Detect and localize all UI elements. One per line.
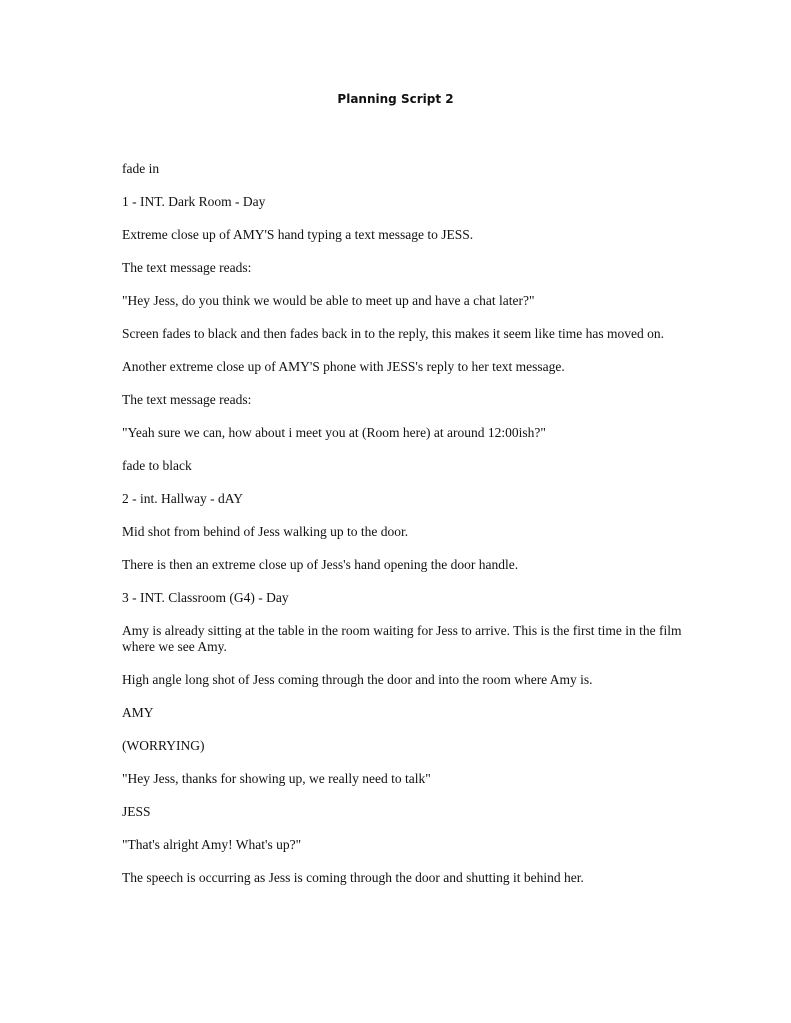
scene-heading-1: 1 - INT. Dark Room - Day xyxy=(122,194,266,209)
script-body xyxy=(122,161,682,903)
text-message-quote: "Yeah sure we can, how about i meet you at (Room here) at around 12:00ish?" xyxy=(122,425,546,440)
character-name: AMY xyxy=(122,705,154,720)
paragraph-fade-to-black: fade to black xyxy=(122,458,192,473)
paragraph-fade-in: fade in xyxy=(122,161,160,176)
dialogue: "Hey Jess, thanks for showing up, we really need to talk" xyxy=(122,771,431,786)
paragraph: Extreme close up of AMY'S hand typing a text message to JESS. xyxy=(122,227,474,242)
paragraph: The text message reads: xyxy=(122,392,252,407)
page-title: Planning Script 2 xyxy=(337,92,454,106)
character-name: JESS xyxy=(122,804,151,819)
paragraph: Another extreme close up of AMY'S phone with JESS's reply to her text message. xyxy=(122,359,565,374)
scene-heading-2: 2 - int. Hallway - dAY xyxy=(122,491,243,506)
text-message-quote: "Hey Jess, do you think we would be able to meet up and have a chat later?" xyxy=(122,293,535,308)
paragraph: There is then an extreme close up of Jess's hand opening the door handle. xyxy=(122,557,519,572)
paragraph: Mid shot from behind of Jess walking up to the door. xyxy=(122,524,409,539)
paragraph: Screen fades to black and then fades back in to the reply, this makes it seem like time has moved on. xyxy=(122,326,664,341)
paragraph: The text message reads: xyxy=(122,260,252,275)
dialogue: "That's alright Amy! What's up?" xyxy=(122,837,302,852)
scene-heading-3: 3 - INT. Classroom (G4) - Day xyxy=(122,590,289,605)
paragraph: Amy is already sitting at the table in the room waiting for Jess to arrive. This is the first time in the film where we see Amy. xyxy=(122,623,682,654)
parenthetical: (WORRYING) xyxy=(122,738,205,753)
paragraph: High angle long shot of Jess coming through the door and into the room where Amy is. xyxy=(122,672,593,687)
paragraph: The speech is occurring as Jess is coming through the door and shutting it behind her. xyxy=(122,870,584,885)
